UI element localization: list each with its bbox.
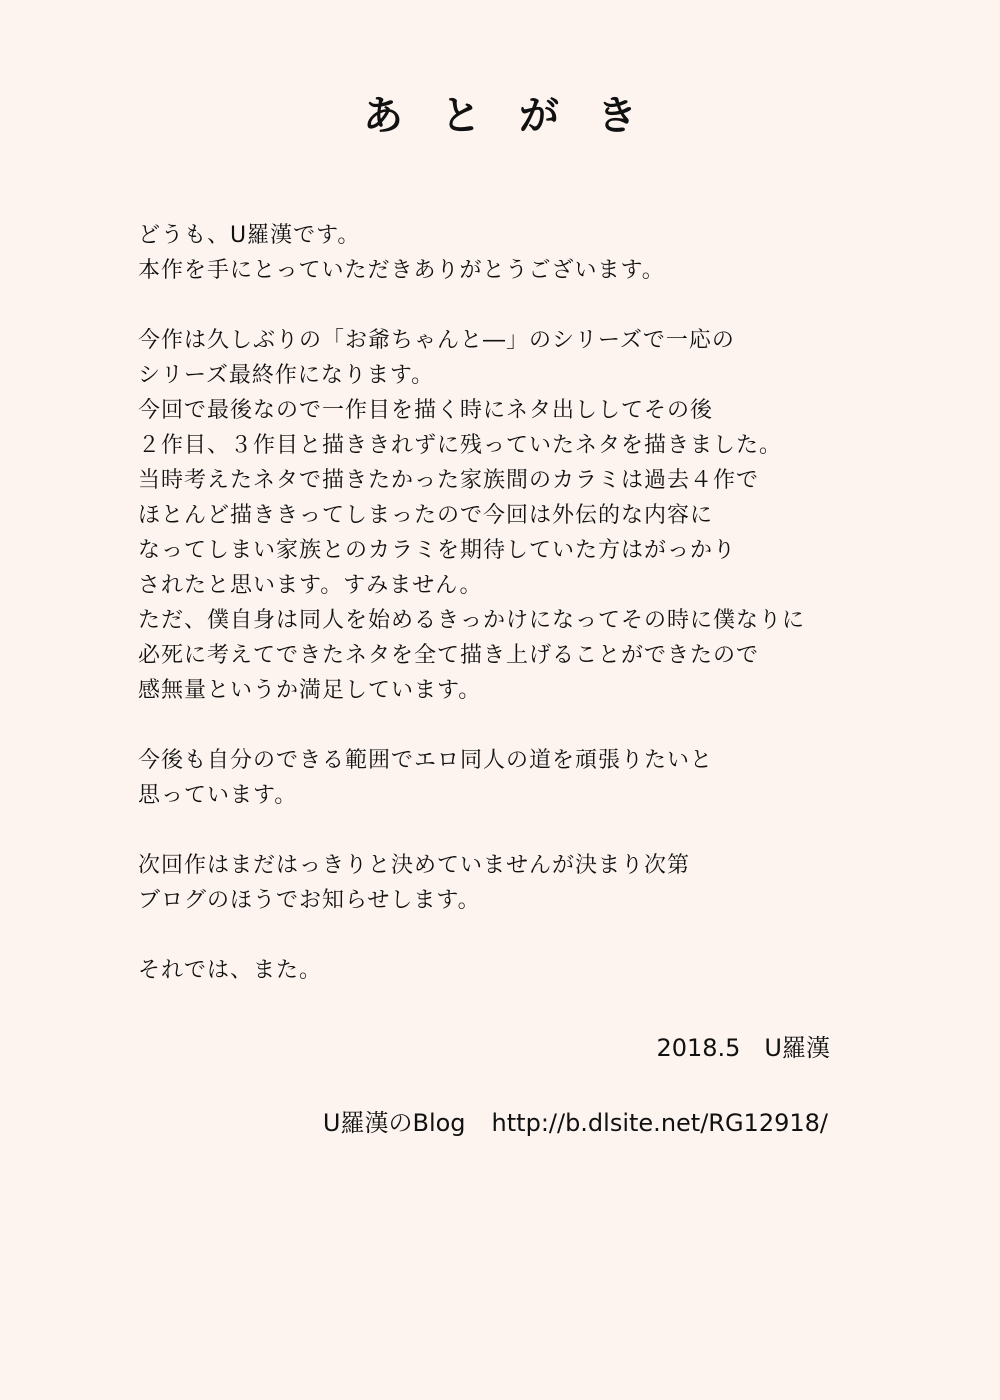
paragraph-3-line-1: 今後も自分のできる範囲でエロ同人の道を頑張りたいと <box>138 748 714 773</box>
paragraph-2-line-7: なってしまい家族とのカラミを期待していた方はがっかり <box>138 538 737 563</box>
blog-label: U羅漢のBlog <box>322 1109 466 1137</box>
paragraph-1-line-1: どうも、U羅漢です。 <box>138 223 361 248</box>
paragraph-2-line-4: ２作目、３作目と描ききれずに残っていたネタを描きました。 <box>138 433 783 458</box>
paragraph-2-line-10: 必死に考えてできたネタを全て描き上げることができたので <box>138 643 760 668</box>
paragraph-3-line-2: 思っています。 <box>138 783 298 808</box>
paragraph-2-line-9: ただ、僕自身は同人を始めるきっかけになってその時に僕なりに <box>138 608 806 633</box>
page-title: あとがき <box>363 92 675 139</box>
paragraph-4-line-2: ブログのほうでお知らせします。 <box>138 888 481 913</box>
paragraph-1-line-2: 本作を手にとっていただきありがとうございます。 <box>138 258 665 283</box>
paragraph-gap <box>138 813 918 848</box>
paragraph-4-line-1: 次回作はまだはっきりと決めていませんが決まり次第 <box>138 853 691 878</box>
afterword-body <box>138 218 918 988</box>
paragraph-gap <box>138 708 918 743</box>
paragraph-2-line-11: 感無量というか満足しています。 <box>138 678 482 703</box>
paragraph-2-line-8: されたと思います。すみません。 <box>138 573 483 598</box>
paragraph-5-line-1: それでは、また。 <box>138 958 323 983</box>
paragraph-2-line-2: シリーズ最終作になります。 <box>138 363 435 388</box>
paragraph-gap <box>138 288 918 323</box>
paragraph-2-line-3: 今回で最後なので一作目を描く時にネタ出ししてその後 <box>138 398 714 423</box>
paragraph-2-line-6: ほとんど描ききってしまったので今回は外伝的な内容に <box>138 503 714 528</box>
paragraph-2-line-5: 当時考えたネタで描きたかった家族間のカラミは過去４作で <box>138 468 760 493</box>
paragraph-2-line-1: 今作は久しぶりの「お爺ちゃんと―」のシリーズで一応の <box>138 328 735 353</box>
signature-date: 2018.5 U羅漢 <box>656 1034 830 1062</box>
blog-line <box>323 1105 828 1141</box>
blog-url-link[interactable]: http://b.dlsite.net/RG12918/ <box>491 1109 828 1137</box>
paragraph-gap <box>138 918 918 953</box>
